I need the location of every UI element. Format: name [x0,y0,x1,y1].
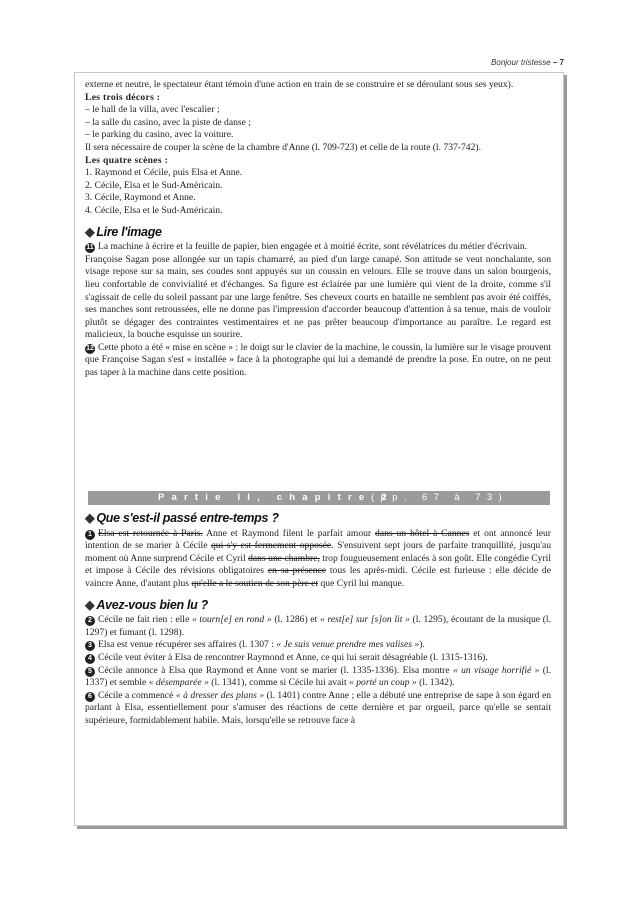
section-heading-passe [85,512,551,525]
number-badge-icon: 2 [85,616,95,626]
scene-item: 4. Cécile, Elsa et le Sud-Américain. [85,204,223,216]
section-heading-lu [85,599,551,612]
cut-note: Il sera nécessaire de couper la scène de la chambre d'Anne (l. 709-723) et celle de la route (l. 737-742). [85,141,481,153]
diamond-icon: ◆ [85,224,95,239]
page-number: 7 [559,58,564,67]
number-badge-icon: 6 [85,692,95,702]
scene-item: 1. Raymond et Cécile, puis Elsa et Anne. [85,167,243,179]
scene-item: 3. Cécile, Raymond et Anne. [85,192,196,204]
chapter-title: Partie II, chapitre 2 [158,492,394,503]
scene-item: 2. Cécile, Elsa et le Sud-Américain. [85,179,223,191]
number-badge-icon: 1 [85,530,95,540]
answer-paragraph: 6 Cécile a commencé « à dresser des plans » (l. 1401) contre Anne ; elle a débuté une entreprise de sape à son égard en parlant à Elsa, essentiellement pour s'amuser des réactions de cette dernière et par orgueil, parce qu'elle se sentait supérieure, formidablement habile. Mais, lorsqu'elle se retrouve face à [85,689,551,726]
number-badge-icon: 11 [86,244,94,252]
bottom-content [85,512,551,728]
header-separator: – [550,58,560,67]
answer-paragraph: 2 Cécile ne fait rien : elle « tourn[e] en rond » (l. 1286) et « rest[e] sur [s]on lit » (l. 1295), écoutant de la musique (l. 1297) et fumant (l. 1298). [85,614,551,638]
decor-item: – le parking du casino, avec la voiture. [85,129,234,141]
section-heading-lire [85,226,551,239]
book-title: Bonjour tristesse [491,58,551,67]
diamond-icon: ◆ [85,597,95,612]
answer-paragraph: 3 Elsa est venue récupérer ses affaires (l. 1307 : « Je suis venue prendre mes valises »). [85,639,551,652]
answer-paragraph: 5 Cécile annonce à Elsa que Raymond et Anne vont se marier (l. 1335-1336). Elsa montre « un visage horrifié » (l. 1337) et semble « désemparée » (l. 1341), comme si Cécile lui avait « porté un coup » (l. 1342). [85,664,551,689]
decor-item: – la salle du casino, avec la piste de danse ; [85,116,251,128]
running-header [491,58,564,67]
answer-paragraph: 4 Cécile veut éviter à Elsa de rencontrer Raymond et Anne, ce qui lui serait désagréable (l. 1315-1316). [85,652,551,665]
section-title: Que s'est-il passé entre-temps ? [96,511,279,525]
intro-text: externe et neutre, le spectateur étant témoin d'une action en train de se construire et se déroulant sous ses yeux). [85,79,514,90]
chapter-banner [88,491,550,505]
decors-title: Les trois décors : [85,91,161,103]
chapter-pages: (pp. 67 à 73) [371,492,509,503]
number-badge-icon: 3 [85,641,95,651]
answer-paragraph: 11 La machine à écrire et la feuille de papier, bien engagée et à moitié écrite, sont révélatrices du métier d'écrivain. [86,241,528,253]
decor-item: – le hall de la villa, avec l'escalier ; [85,104,220,116]
scenes-title: Les quatre scènes : [85,154,169,166]
answer-paragraph: Françoise Sagan pose allongée sur un tapis chamarré, au pied d'un large canapé. Son attitude se veut nonchalante, son visage repose sur sa main, ses coudes sont appuyés sur un coussin en velours. Elle se trouve dans un salon bourgeois, lieu confortable de convivialité et d'échanges. Sa figure est éclairée par une lumière qui vient de la droite, comme s'il s'agissait de celle du soleil passant par une large fenêtre. Ses cheveux courts en bataille ne semblent pas avoir été coiffés, ses manches sont retroussées, elle ne donne pas l'impression d'accorder beaucoup d'attention à sa tenue, mais de vouloir plutôt se dégager des contraintes vestimentaires et ne pas prêter beaucoup d'importance au paraître. Le regard est malicieux, la bouche esquisse un sourire. [85,253,551,341]
section-title: Lire l'image [96,224,162,239]
answer-paragraph: 12 Cette photo a été « mise en scène » : le doigt sur le clavier de la machine, le coussin, la lumière sur le visage prouvent que Françoise Sagan s'est « installée » face à la photographe qui lui a demandé de prendre la pose. En outre, on ne peut pas taper à la machine dans cette position. [85,341,551,379]
summary-paragraph: 1 Elsa est retournée à Paris. Anne et Raymond filent le parfait amour dans un hôtel à Cannes et ont annoncé leur intention de se marier à Cécile qui s'y est fermement opposée. S'ensuivent sept jours de parfaite tranquillité, jusqu'au moment où Anne surprend Cécile et Cyril dans une chambre, trop fougueusement enlacés à son goût. Elle congédie Cyril et impose à Cécile des révisions obligatoires en sa présence tous les après-midi. Cécile est furieuse : elle décide de vaincre Anne, d'autant plus qu'elle a le soutien de son père et que Cyril lui manque. [85,527,551,589]
section-title: Avez-vous bien lu ? [96,597,209,612]
diamond-icon: ◆ [85,511,95,525]
number-badge-icon: 12 [86,344,94,352]
number-badge-icon: 4 [85,654,95,664]
number-badge-icon: 5 [85,667,95,677]
top-content [85,79,551,380]
